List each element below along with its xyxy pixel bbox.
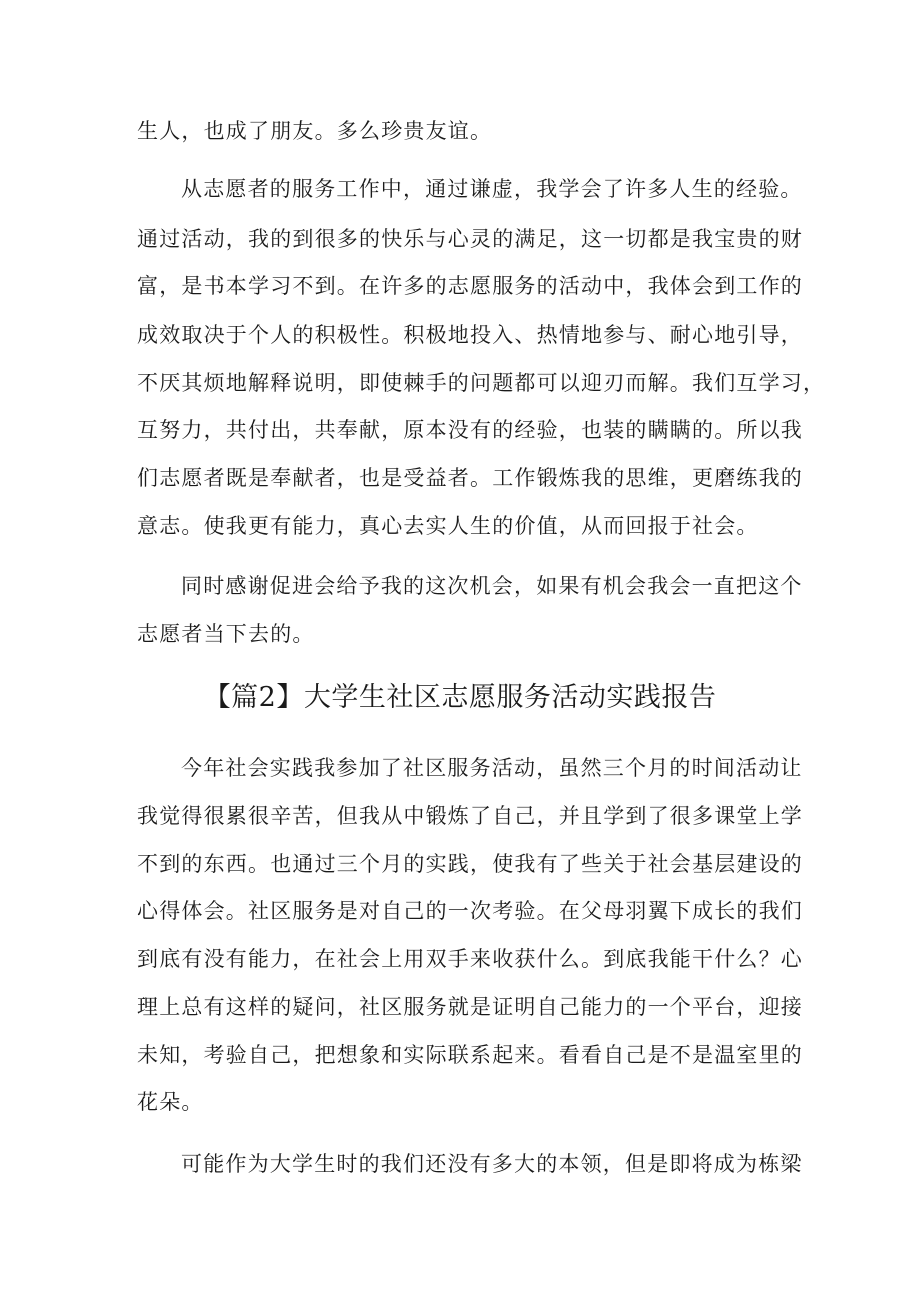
paragraph-line: 互努力，共付出，共奉献，原本没有的经验，也装的瞒瞒的。所以我 bbox=[137, 418, 803, 442]
paragraph-line: 们志愿者既是奉献者，也是受益者。工作锻炼我的思维，更磨练我的 bbox=[137, 466, 803, 490]
paragraph-line: 我觉得很累很辛苦，但我从中锻炼了自己，并且学到了很多课堂上学 bbox=[137, 804, 803, 828]
paragraph-line: 同时感谢促进会给予我的这次机会，如果有机会我会一直把这个 bbox=[181, 574, 803, 598]
paragraph-line: 从志愿者的服务工作中，通过谦虚，我学会了许多人生的经验。 bbox=[181, 177, 803, 201]
paragraph-line: 不厌其烦地解释说明，即使棘手的问题都可以迎刃而解。我们互学习， bbox=[137, 371, 826, 395]
section-heading: 【篇2】大学生社区志愿服务活动实践报告 bbox=[203, 682, 717, 713]
paragraph-line: 可能作为大学生时的我们还没有多大的本领，但是即将成为栋梁 bbox=[181, 1152, 803, 1176]
paragraph-line: 不到的东西。也通过三个月的实践，使我有了些关于社会基层建设的 bbox=[137, 852, 803, 876]
paragraph-line: 富，是书本学习不到。在许多的志愿服务的活动中，我体会到工作的 bbox=[137, 274, 803, 298]
paragraph-line: 到底有没有能力，在社会上用双手来收获什么。到底我能干什么？心 bbox=[137, 947, 803, 971]
paragraph-line: 心得体会。社区服务是对自己的一次考验。在父母羽翼下成长的我们 bbox=[137, 899, 803, 923]
paragraph-line: 意志。使我更有能力，真心去实人生的价值，从而回报于社会。 bbox=[137, 514, 759, 538]
paragraph-line: 志愿者当下去的。 bbox=[137, 622, 315, 646]
paragraph-line: 花朵。 bbox=[137, 1090, 204, 1114]
paragraph-line: 理上总有这样的疑问，社区服务就是证明自己能力的一个平台，迎接 bbox=[137, 995, 803, 1019]
paragraph-line: 通过活动，我的到很多的快乐与心灵的满足，这一切都是我宝贵的财 bbox=[137, 227, 803, 251]
paragraph-line: 生人，也成了朋友。多么珍贵友谊。 bbox=[137, 119, 493, 143]
paragraph-line: 未知，考验自己，把想象和实际联系起来。看看自己是不是温室里的 bbox=[137, 1043, 803, 1067]
paragraph-line: 成效取决于个人的积极性。积极地投入、热情地参与、耐心地引导， bbox=[137, 323, 803, 347]
paragraph-line: 今年社会实践我参加了社区服务活动，虽然三个月的时间活动让 bbox=[181, 756, 803, 780]
